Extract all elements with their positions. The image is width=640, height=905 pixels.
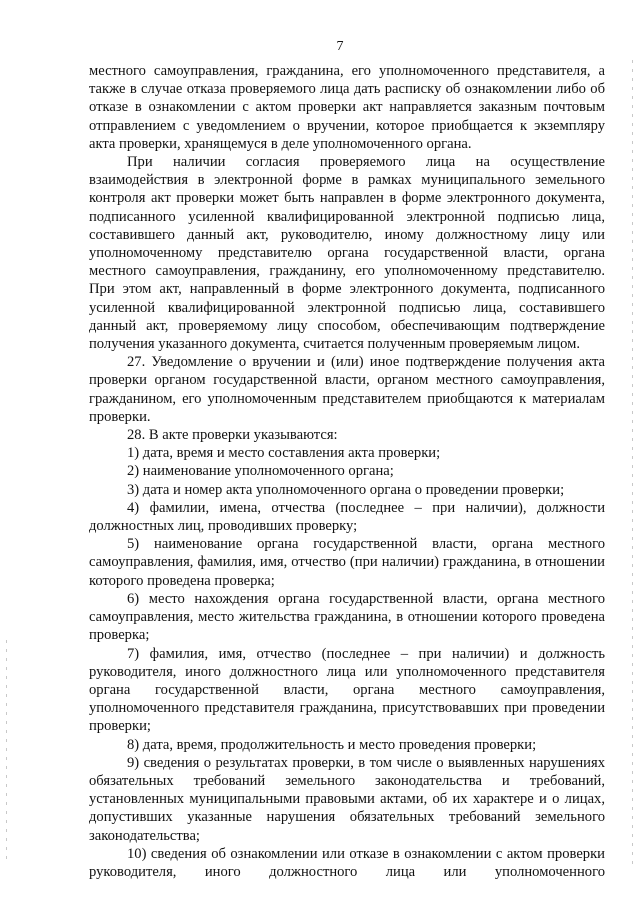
paragraph: местного самоуправления, гражданина, его уполномоченного представителя, а также в случае отказа проверяемого лица дать расписку об ознакомлении либо об отказе в ознакомлении с актом проверки акт направляется заказным почтовым отправлением с уведомлением о вручении, которое приобщается к экземпляру акта проверки, хранящемуся в деле уполномоченного органа. bbox=[89, 63, 605, 152]
scan-edge-line bbox=[6, 640, 7, 865]
list-item: 8) дата, время, продолжительность и место проведения проверки; bbox=[127, 736, 537, 753]
list-item: 7) фамилия, имя, отчество (последнее – при наличии) и должность руководителя, иного должностного лица или уполномоченного представителя органа государственной власти, органа местного самоуправления, уполномоченного представителя гражданина, присутствовавших при проведении проверки; bbox=[89, 645, 605, 735]
paragraph: При наличии согласия проверяемого лица на осуществление взаимодействия в электронной форме в рамках муниципального земельного контроля акт проверки может быть направлен в форме электронного документа, подписанного усиленной квалифицированной электронной подписью лица, составившего данный акт, руководителю, иному должностному лицу или уполномоченному представителю органа государственной власти, органа местного самоуправления, гражданину, его уполномоченному представителю. При этом акт, направленный в форме электронного документа, подписанного усиленной квалифицированной электронной подписью лица, составившего данный акт, проверяемому лицу способом, обеспечивающим подтверждение получения указанного документа, считается полученным проверяемым лицом. bbox=[89, 154, 605, 353]
list-item: 6) место нахождения органа государственной власти, органа местного самоуправления, место жительства гражданина, в отношении которого проведена проверка; bbox=[89, 590, 605, 644]
list-item: 10) сведения об ознакомлении или отказе в ознакомлении с актом проверки руководителя, иного должностного лица или уполномоченного bbox=[89, 845, 605, 880]
list-item: 4) фамилии, имена, отчества (последнее – при наличии), должности должностных лиц, проводивших проверку; bbox=[89, 499, 605, 535]
scan-edge-line bbox=[632, 60, 633, 865]
list-item: 9) сведения о результатах проверки, в том числе о выявленных нарушениях обязательных требований земельного законодательства и требований, установленных муниципальными правовыми актами, об их характере и о лицах, допустивших указанные нарушения обязательных требований земельного законодательства; bbox=[89, 754, 605, 844]
list-item: 5) наименование органа государственной власти, органа местного самоуправления, фамилия, имя, отчество (при наличии) гражданина, в отношении которого проведена проверка; bbox=[89, 536, 605, 589]
page-number: 7 bbox=[336, 39, 344, 54]
paragraph: 28. В акте проверки указываются: bbox=[127, 427, 338, 444]
list-item: 1) дата, время и место составления акта проверки; bbox=[127, 445, 441, 462]
document-body bbox=[89, 62, 605, 881]
list-item: 3) дата и номер акта уполномоченного органа о проведении проверки; bbox=[127, 481, 565, 498]
paragraph: 27. Уведомление о вручении и (или) иное подтверждение получения акта проверки органом государственной власти, органом местного самоуправления, гражданином, его уполномоченным представителем приобщаются к материалам проверки. bbox=[89, 354, 605, 425]
list-item: 2) наименование уполномоченного органа; bbox=[127, 463, 394, 480]
